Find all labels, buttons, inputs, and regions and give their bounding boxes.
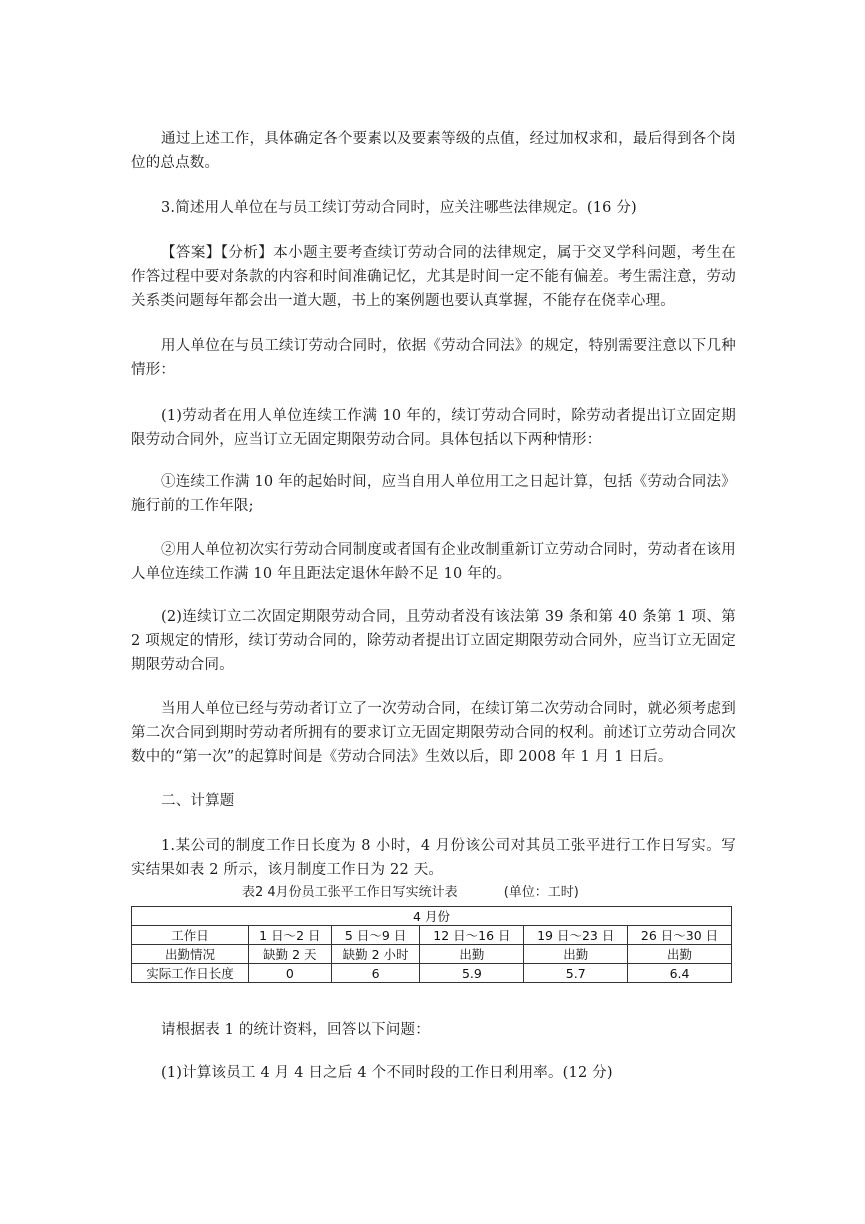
attendance-cell: 出勤	[628, 945, 732, 964]
hours-cell: 6	[331, 964, 420, 983]
hours-cell: 0	[249, 964, 332, 983]
period-cell: 19 日～23 日	[524, 926, 628, 945]
period-cell: 1 日～2 日	[249, 926, 332, 945]
table-caption	[242, 884, 662, 902]
situation-1-b: ②用人单位初次实行劳动合同制度或者国有企业改制重新订立劳动合同时，劳动者在该用人单位连续工作满 10 年且距法定退休年龄不足 10 年的。	[131, 542, 736, 582]
section-heading-calculation: 二、计算题	[161, 793, 235, 809]
situation-1: (1)劳动者在用人单位连续工作满 10 年的，续订劳动合同时，除劳动者提出订立固定期限劳动合同外，应当订立无固定期限劳动合同。具体包括以下两种情形：	[131, 408, 736, 448]
table-row	[132, 964, 732, 983]
row-label-cell: 实际工作日长度	[132, 964, 249, 983]
period-cell: 12 日～16 日	[420, 926, 524, 945]
table-title: 表2 4月份员工张平工作日写实统计表	[242, 885, 458, 900]
attendance-cell: 缺勤 2 小时	[331, 945, 420, 964]
attendance-cell: 出勤	[524, 945, 628, 964]
paragraph-answer-prompt: 请根据表 1 的统计资料，回答以下问题：	[161, 1022, 430, 1038]
situation-1-a: ①连续工作满 10 年的起始时间，应当自用人单位用工之日起计算，包括《劳动合同法》施行前的工作年限;	[131, 474, 736, 514]
paragraph-intro-situations: 用人单位在与员工续订劳动合同时，依据《劳动合同法》的规定，特别需要注意以下几种情形：	[131, 338, 736, 378]
attendance-cell: 出勤	[420, 945, 524, 964]
attendance-table	[131, 906, 732, 983]
month-header-cell: 4 月份	[132, 907, 732, 926]
table-unit: (单位：工时)	[503, 885, 579, 900]
paragraph-second-contract: 当用人单位已经与劳动者订立了一次劳动合同，在续订第二次劳动合同时，就必须考虑到第二次合同到期时劳动者所拥有的要求订立无固定期限劳动合同的权利。前述订立劳动合同次数中的“第一次”的起算时间是《劳动合同法》生效以后，即 2008 年 1 月 1 日后。	[131, 701, 736, 765]
question-1-part-1: (1)计算该员工 4 月 4 日之后 4 个不同时段的工作日利用率。(12 分)	[161, 1065, 613, 1081]
hours-cell: 5.7	[524, 964, 628, 983]
hours-cell: 5.9	[420, 964, 524, 983]
row-label-cell: 工作日	[132, 926, 249, 945]
table-row	[132, 945, 732, 964]
table-row	[132, 907, 732, 926]
answer-analysis: 【答案】【分析】本小题主要考查续订劳动合同的法律规定，属于交叉学科问题，考生在作答过程中要对条款的内容和时间准确记忆，尤其是时间一定不能有偏差。考生需注意，劳动关系类问题每年都会出一道大题，书上的案例题也要认真掌握，不能存在侥幸心理。	[131, 245, 736, 309]
attendance-cell: 缺勤 2 天	[249, 945, 332, 964]
hours-cell: 6.4	[628, 964, 732, 983]
row-label-cell: 出勤情况	[132, 945, 249, 964]
question-1-statement: 1.某公司的制度工作日长度为 8 小时，4 月份该公司对其员工张平进行工作日写实。写实结果如表 2 所示，该月制度工作日为 22 天。	[131, 838, 736, 878]
table-row	[132, 926, 732, 945]
paragraph-point-total: 通过上述工作，具体确定各个要素以及要素等级的点值，经过加权求和，最后得到各个岗位的总点数。	[131, 131, 736, 171]
period-cell: 5 日～9 日	[331, 926, 420, 945]
situation-2: (2)连续订立二次固定期限劳动合同，且劳动者没有该法第 39 条和第 40 条第 1 项、第 2 项规定的情形，续订劳动合同的，除劳动者提出订立固定期限劳动合同外，应当订立无固定期限劳动合同。	[131, 609, 736, 673]
question-3-heading: 3.简述用人单位在与员工续订劳动合同时，应关注哪些法律规定。(16 分)	[161, 200, 637, 216]
period-cell: 26 日～30 日	[628, 926, 732, 945]
